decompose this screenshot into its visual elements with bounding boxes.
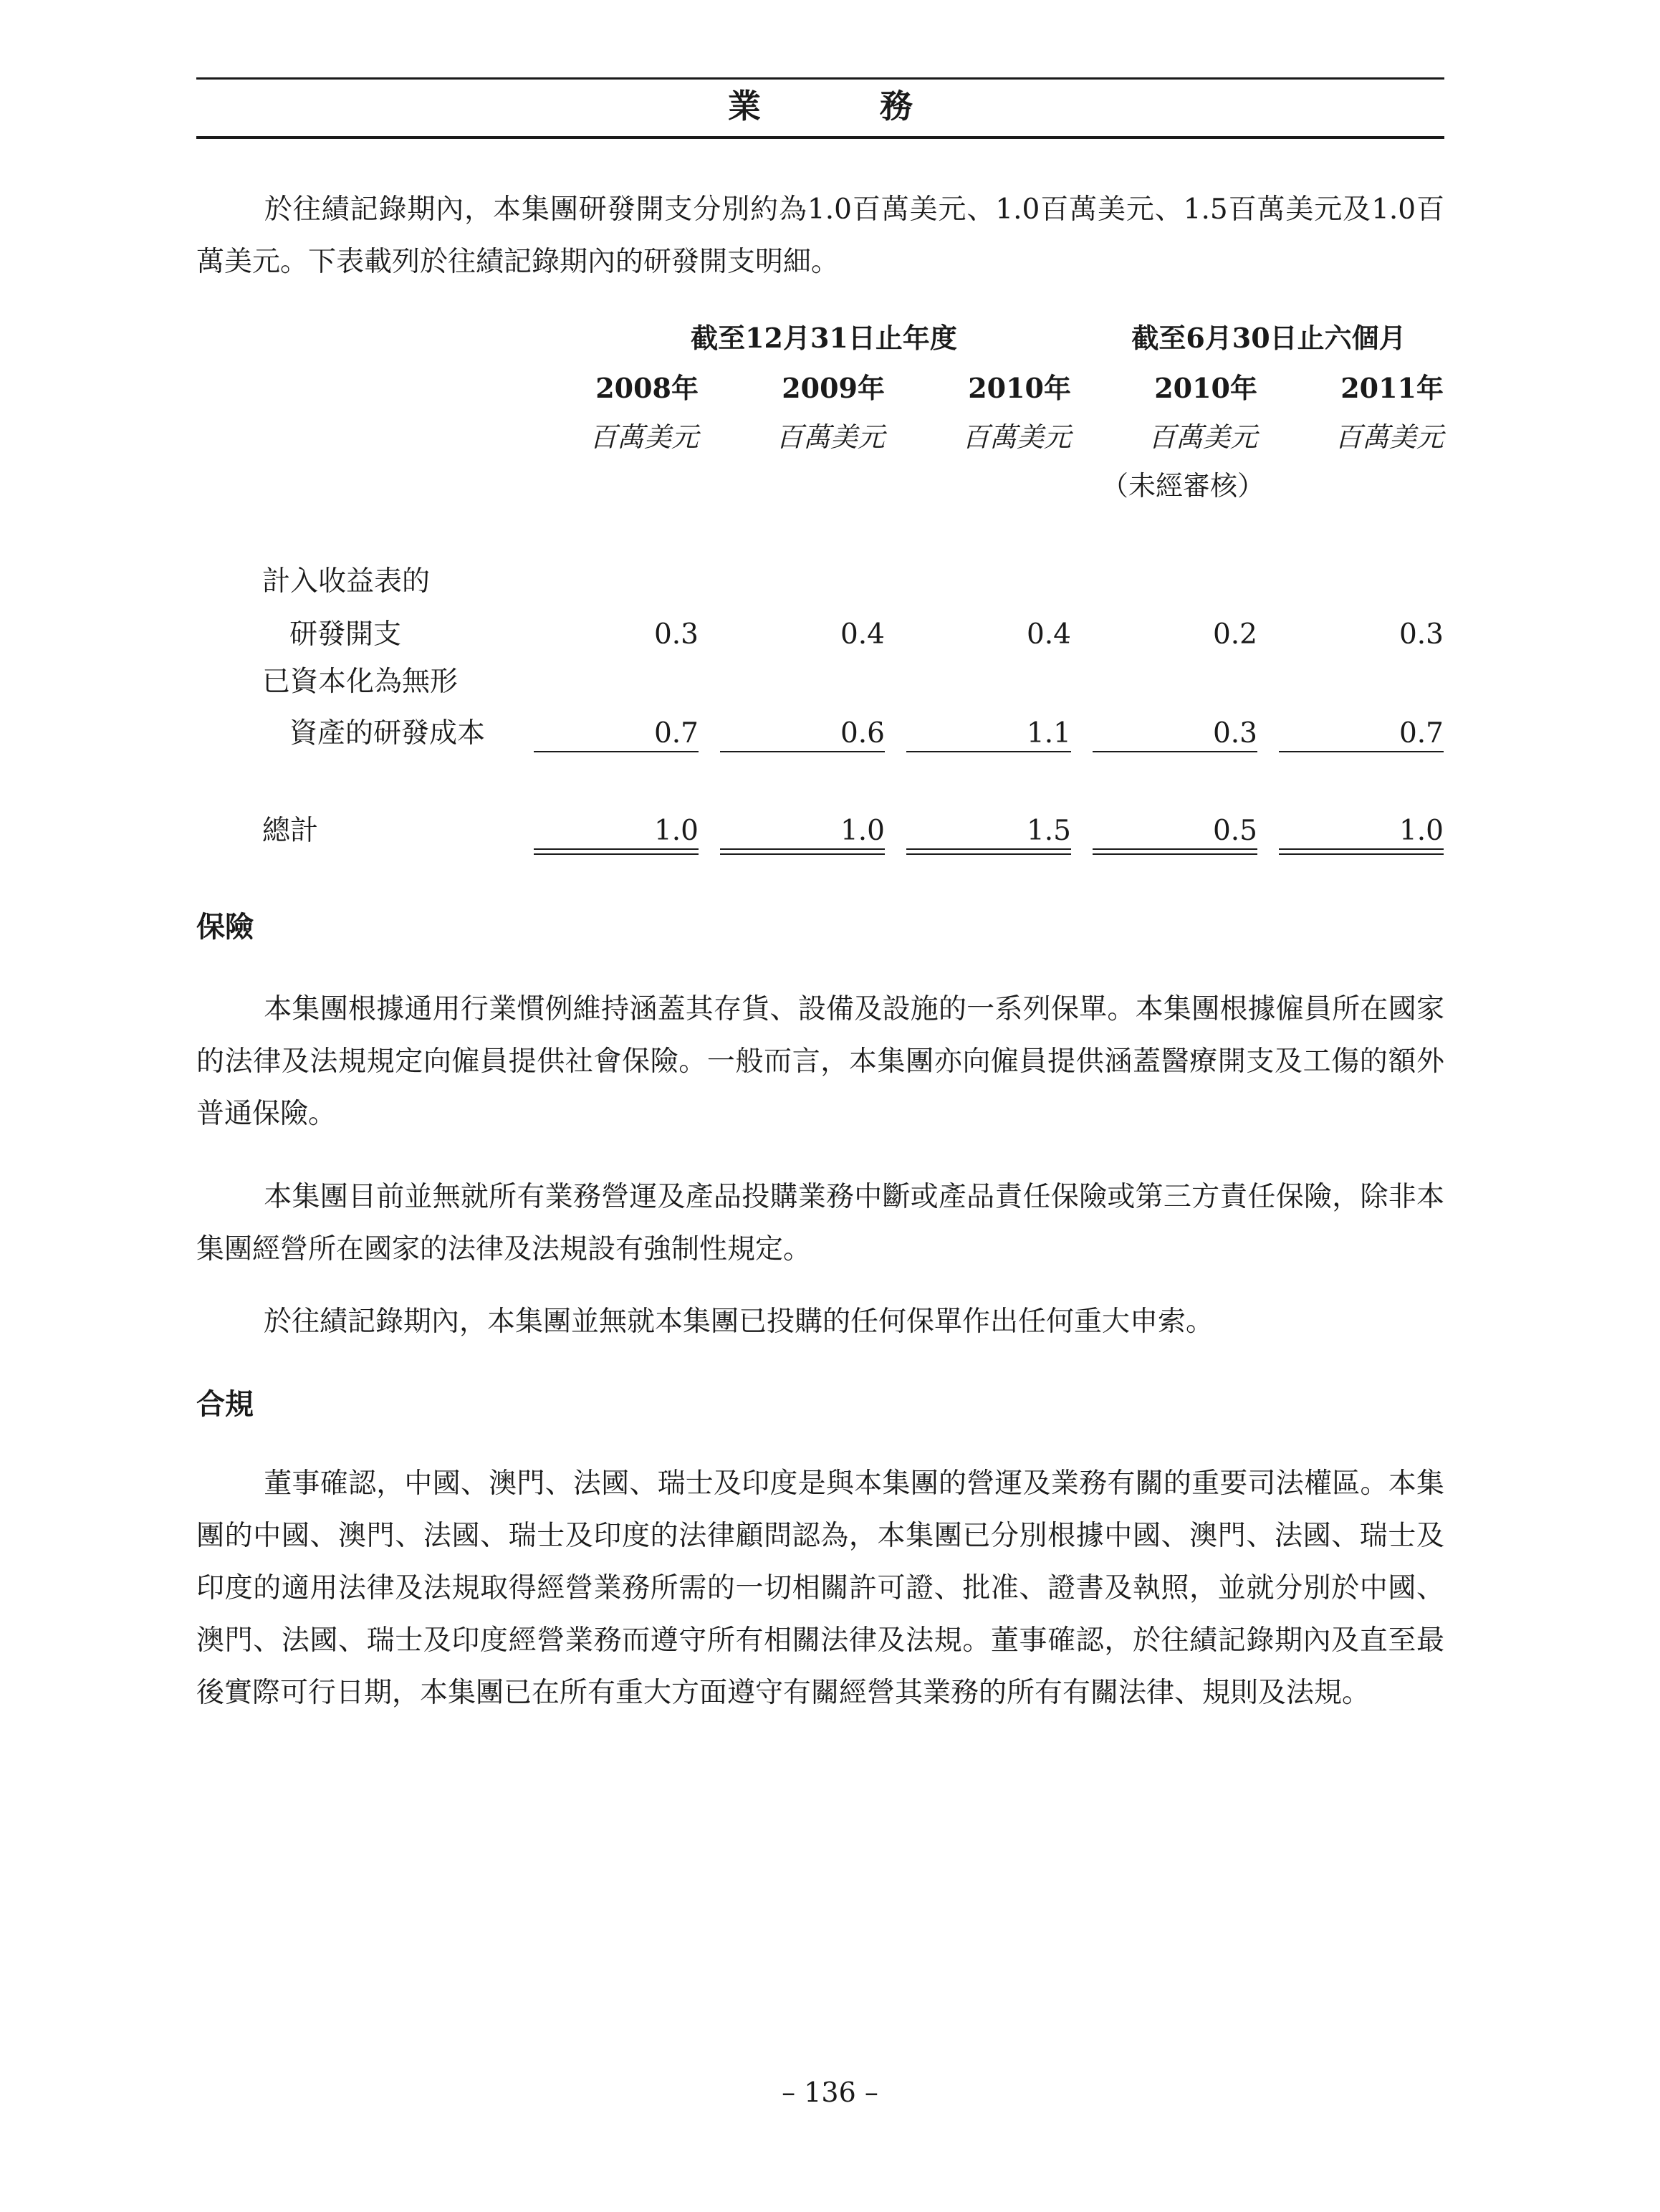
cell-r1-c4: 0.7 bbox=[1398, 717, 1444, 750]
table-group-header-half: 截至6月30日止六個月 bbox=[1131, 322, 1406, 354]
total-double-underline-bottom-c1 bbox=[720, 853, 885, 855]
cell-r0-c0: 0.3 bbox=[653, 618, 699, 651]
total-double-underline-bottom-c3 bbox=[1093, 853, 1257, 855]
total-double-underline-top-c1 bbox=[720, 848, 885, 850]
col-2-unit: 百萬美元 bbox=[961, 421, 1071, 453]
row-1-label-line2: 資產的研發成本 bbox=[289, 717, 486, 750]
cell-r2-c1: 1.0 bbox=[840, 815, 885, 847]
col-3-unit: 百萬美元 bbox=[1148, 421, 1257, 453]
cell-r0-c2: 0.4 bbox=[1026, 618, 1071, 651]
subtotal-underline-c1 bbox=[720, 751, 885, 752]
row-0-label-line2: 研發開支 bbox=[289, 618, 402, 651]
cell-r2-c0: 1.0 bbox=[653, 815, 699, 847]
col-4-unit: 百萬美元 bbox=[1334, 421, 1444, 453]
insurance-paragraph-2: 本集團目前並無就所有業務營運及產品投購業務中斷或產品責任保險或第三方責任保險，除非本集團經營所在國家的法律及法規設有強制性規定。 bbox=[196, 1181, 1444, 1265]
insurance-heading: 保險 bbox=[196, 910, 254, 944]
cell-r2-c3: 0.5 bbox=[1212, 815, 1257, 847]
cell-r1-c3: 0.3 bbox=[1212, 717, 1257, 750]
total-double-underline-top-c4 bbox=[1279, 848, 1444, 850]
insurance-paragraph-3: 於往績記錄期內，本集團並無就本集團已投購的任何保單作出任何重大申索。 bbox=[264, 1306, 1214, 1338]
total-double-underline-bottom-c2 bbox=[906, 853, 1071, 855]
cell-r0-c4: 0.3 bbox=[1398, 618, 1444, 651]
total-double-underline-top-c0 bbox=[534, 848, 699, 850]
cell-r1-c1: 0.6 bbox=[840, 717, 885, 750]
col-1-unit: 百萬美元 bbox=[775, 421, 885, 453]
intro-paragraph: 於往績記錄期內，本集團研發開支分別約為1.0百萬美元、1.0百萬美元、1.5百萬美元及1.0百萬美元。下表載列於往績記錄期內的研發開支明細。 bbox=[196, 193, 1444, 278]
row-2-label: 總計 bbox=[262, 815, 319, 847]
page-header-title: 業 務 bbox=[728, 87, 956, 125]
subtotal-underline-c2 bbox=[906, 751, 1071, 752]
page-number: – 136 – bbox=[782, 2077, 878, 2108]
subtotal-underline-c4 bbox=[1279, 751, 1444, 752]
col-1-year: 2009年 bbox=[782, 372, 885, 404]
insurance-paragraph-1: 本集團根據通用行業慣例維持涵蓋其存貨、設備及設施的一系列保單。本集團根據僱員所在國家的法律及法規規定向僱員提供社會保險。一般而言，本集團亦向僱員提供涵蓋醫療開支及工傷的額外普通保險。 bbox=[196, 993, 1444, 1130]
compliance-paragraph-1: 董事確認，中國、澳門、法國、瑞士及印度是與本集團的營運及業務有關的重要司法權區。本集團的中國、澳門、法國、瑞士及印度的法律顧問認為，本集團已分別根據中國、澳門、法國、瑞士及印度的適用法律及法規取得經營業務所需的一切相關許可證、批准、證書及執照，並就分別於中國、澳門、法國、瑞士及印度經營業務而遵守所有相關法律及法規。董事確認，於往績記錄期內及直至最後實際可行日期，本集團已在所有重大方面遵守有關經營其業務的所有有關法律、規則及法規。 bbox=[196, 1468, 1444, 1709]
cell-r2-c4: 1.0 bbox=[1398, 815, 1444, 847]
total-double-underline-top-c2 bbox=[906, 848, 1071, 850]
row-0-label-line1: 計入收益表的 bbox=[262, 565, 431, 598]
cell-r0-c1: 0.4 bbox=[840, 618, 885, 651]
col-3-year: 2010年 bbox=[1154, 372, 1257, 404]
compliance-heading: 合規 bbox=[196, 1387, 254, 1421]
col-2-year: 2010年 bbox=[968, 372, 1071, 404]
col-0-unit: 百萬美元 bbox=[589, 421, 699, 453]
col-3-unaudited-note: （未經審核） bbox=[1100, 470, 1265, 502]
col-4-year: 2011年 bbox=[1340, 372, 1444, 404]
subtotal-underline-c3 bbox=[1093, 751, 1257, 752]
header-bottom-rule bbox=[196, 136, 1444, 139]
cell-r0-c3: 0.2 bbox=[1212, 618, 1257, 651]
total-double-underline-bottom-c4 bbox=[1279, 853, 1444, 855]
cell-r1-c0: 0.7 bbox=[653, 717, 699, 750]
total-double-underline-bottom-c0 bbox=[534, 853, 699, 855]
cell-r1-c2: 1.1 bbox=[1026, 717, 1071, 750]
cell-r2-c2: 1.5 bbox=[1026, 815, 1071, 847]
row-1-label-line1: 已資本化為無形 bbox=[262, 666, 459, 698]
subtotal-underline-c0 bbox=[534, 751, 699, 752]
header-top-rule bbox=[196, 77, 1444, 80]
total-double-underline-top-c3 bbox=[1093, 848, 1257, 850]
table-group-header-year: 截至12月31日止年度 bbox=[691, 322, 957, 354]
col-0-year: 2008年 bbox=[595, 372, 699, 404]
